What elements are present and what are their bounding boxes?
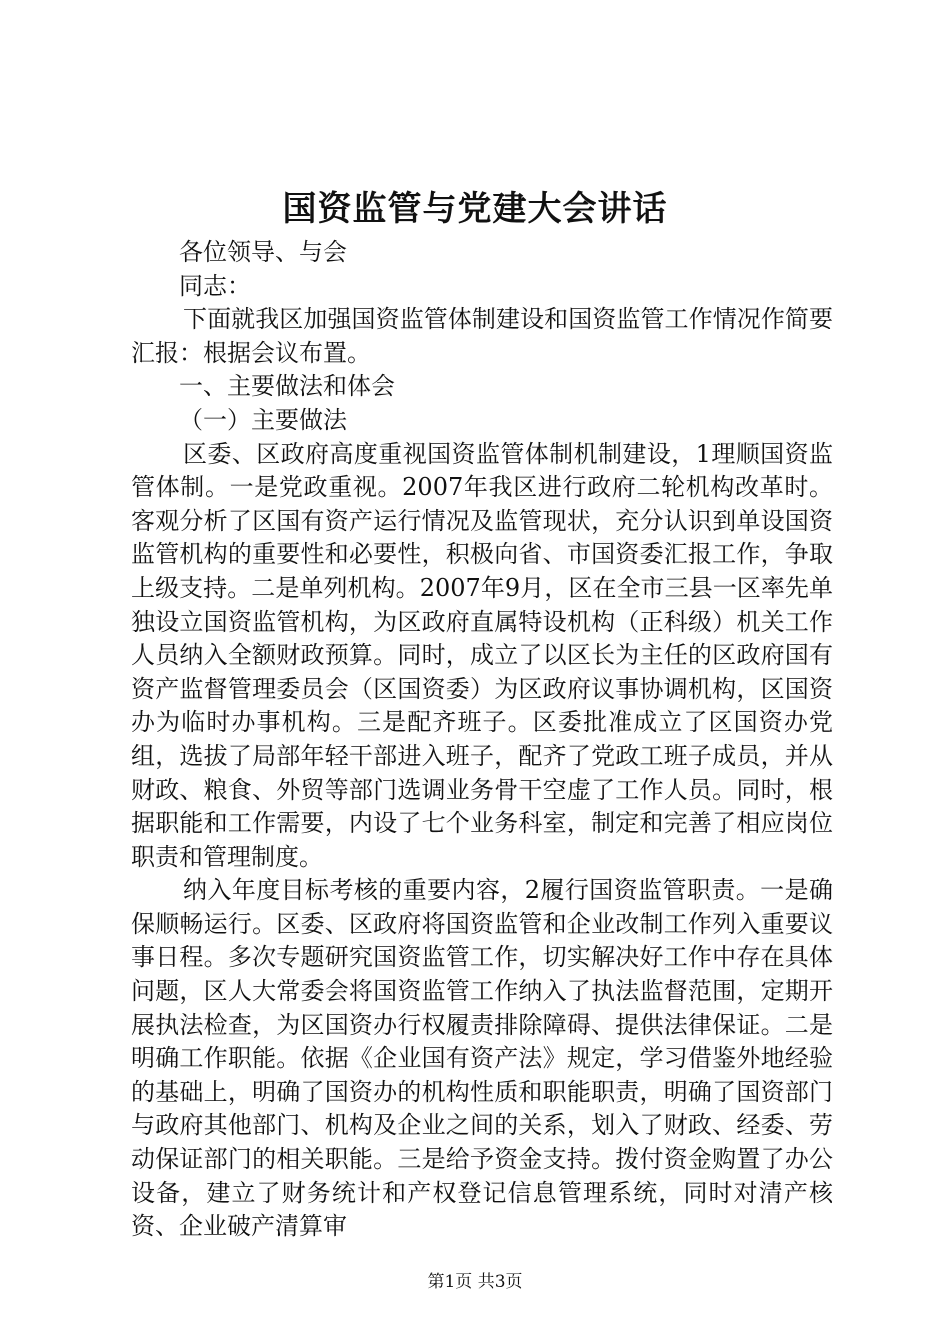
document-title: 国资监管与党建大会讲话 bbox=[282, 189, 668, 229]
page-footer: 第1页 共3页 bbox=[427, 1272, 523, 1292]
body-paragraph-1: 区委、区政府高度重视国资监管体制机制建设，1理顺国资监管体制。一是党政重视。2007年我区进行政府二轮机构改革时。客观分析了区国有资产运行情况及监管现状，充分认识到单设国资监管机构的重要性和必要性，积极向省、市国资委汇报工作，争取上级支持。二是单列机构。2007年9月，区在全市三县一区率先单独设立国资监管机构，为区政府直属特设机构（正科级）机关工作人员纳入全额财政预算。同时，成立了以区长为主任的区政府国有资产监督管理委员会（区国资委）为区政府议事协调机构，区国资办为临时办事机构。三是配齐班子。区委批准成立了区国资办党组，选拔了局部年轻干部进入班子，配齐了党政工班子成员，并从财政、粮食、外贸等部门选调业务骨干空虚了工作人员。同时，根据职能和工作需要，内设了七个业务科室，制定和完善了相应岗位职责和管理制度。 bbox=[131, 439, 833, 871]
subsection-heading: （一）主要做法 bbox=[179, 405, 347, 434]
section-heading: 一、主要做法和体会 bbox=[179, 372, 395, 401]
salutation-line-1: 各位领导、与会 bbox=[179, 238, 347, 266]
document-body bbox=[131, 236, 833, 1244]
intro-paragraph: 下面就我区加强国资监管体制建设和国资监管工作情况作简要汇报：根据会议布置。 bbox=[131, 305, 833, 367]
body-paragraph-2: 纳入年度目标考核的重要内容，2履行国资监管职责。一是确保顺畅运行。区委、区政府将国资监管和企业改制工作列入重要议事日程。多次专题研究国资监管工作，切实解决好工作中存在具体问题，区人大常委会将国资监管工作纳入了执法监督范围，定期开展执法检查，为区国资办行权履责排除障碍、提供法律保证。二是明确工作职能。依据《企业国有资产法》规定，学习借鉴外地经验的基础上，明确了国资办的机构性质和职能职责，明确了国资部门与政府其他部门、机构及企业之间的关系，划入了财政、经委、劳动保证部门的相关职能。三是给予资金支持。拨付资金购置了办公设备，建立了财务统计和产权登记信息管理系统，同时对清产核资、企业破产清算审 bbox=[131, 876, 833, 1241]
salutation-line-2: 同志： bbox=[179, 271, 251, 300]
